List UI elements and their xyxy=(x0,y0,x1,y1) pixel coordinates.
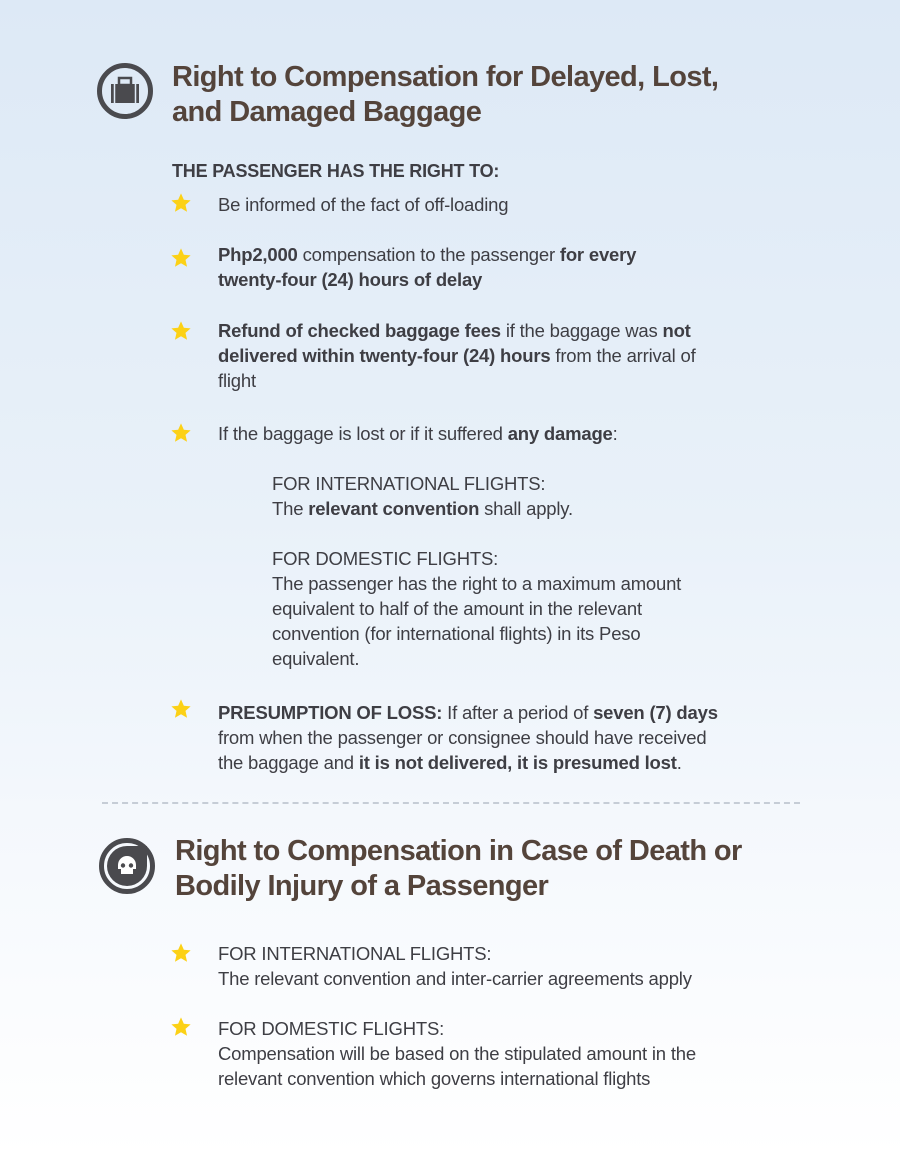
bold-text: any damage xyxy=(507,423,613,444)
list-item xyxy=(218,318,696,393)
bold-text: relevant convention xyxy=(308,498,480,519)
item-text: relevant convention which governs international flights xyxy=(218,1068,651,1089)
item-text: shall apply. xyxy=(479,498,573,519)
item-text: Be informed of the fact of off-loading xyxy=(218,194,509,215)
title-line: Bodily Injury of a Passenger xyxy=(175,870,549,902)
list-item xyxy=(218,421,618,446)
list-item xyxy=(218,192,508,217)
star-bullet-icon xyxy=(170,942,192,964)
baggage-icon xyxy=(96,62,154,120)
list-item xyxy=(218,700,718,775)
item-text: compensation to the passenger xyxy=(297,244,560,265)
star-bullet-icon xyxy=(170,422,192,444)
item-text: from when the passenger or consignee should have received xyxy=(218,727,707,748)
item-text: The xyxy=(272,498,309,519)
star-bullet-icon xyxy=(170,698,192,720)
item-text: the baggage and xyxy=(218,752,359,773)
item-text: If after a period of xyxy=(442,702,594,723)
item-text: convention (for international flights) in its Peso xyxy=(272,623,641,644)
item-text: equivalent to half of the amount in the relevant xyxy=(272,598,642,619)
bold-text: Php2,000 xyxy=(218,244,298,265)
item-text: The relevant convention and inter-carrier agreements apply xyxy=(218,968,692,989)
bold-text: PRESUMPTION OF LOSS: xyxy=(218,702,443,723)
item-text: from the arrival of xyxy=(550,345,696,366)
flight-label: FOR DOMESTIC FLIGHTS: xyxy=(272,548,499,569)
item-text: Compensation will be based on the stipulated amount in the xyxy=(218,1043,696,1064)
bold-text: delivered within twenty-four (24) hours xyxy=(218,345,551,366)
title-line: and Damaged Baggage xyxy=(172,96,482,128)
title-line: Right to Compensation for Delayed, Lost, xyxy=(172,61,719,93)
item-text: If the baggage is lost or if it suffered xyxy=(218,423,508,444)
item-text: : xyxy=(612,423,618,444)
skull-icon xyxy=(98,837,156,895)
star-bullet-icon xyxy=(170,247,192,269)
bold-text: not xyxy=(662,320,691,341)
list-item xyxy=(218,242,636,292)
bold-text: seven (7) days xyxy=(593,702,718,723)
item-text: flight xyxy=(218,370,256,391)
list-item xyxy=(218,1016,696,1091)
section-title-death-injury xyxy=(175,834,742,904)
bold-text: for every xyxy=(559,244,637,265)
star-bullet-icon xyxy=(170,192,192,214)
bold-text: twenty-four (24) hours of delay xyxy=(218,269,483,290)
list-item xyxy=(218,941,692,991)
title-line: Right to Compensation in Case of Death or xyxy=(175,835,742,867)
section-title-baggage xyxy=(172,60,718,130)
domestic-flights-block xyxy=(272,546,681,671)
bold-text: Refund of checked baggage fees xyxy=(218,320,501,341)
international-flights-block xyxy=(272,471,573,521)
item-text: . xyxy=(676,752,682,773)
item-text: equivalent. xyxy=(272,648,360,669)
section-divider xyxy=(102,802,800,804)
star-bullet-icon xyxy=(170,320,192,342)
item-text: if the baggage was xyxy=(500,320,663,341)
flight-label: FOR INTERNATIONAL FLIGHTS: xyxy=(272,473,546,494)
item-text: The passenger has the right to a maximum amount xyxy=(272,573,682,594)
flight-label: FOR INTERNATIONAL FLIGHTS: xyxy=(218,943,492,964)
star-bullet-icon xyxy=(170,1016,192,1038)
subheading: THE PASSENGER HAS THE RIGHT TO: xyxy=(172,161,500,181)
flight-label: FOR DOMESTIC FLIGHTS: xyxy=(218,1018,445,1039)
bold-text: it is not delivered, it is presumed lost xyxy=(358,752,677,773)
